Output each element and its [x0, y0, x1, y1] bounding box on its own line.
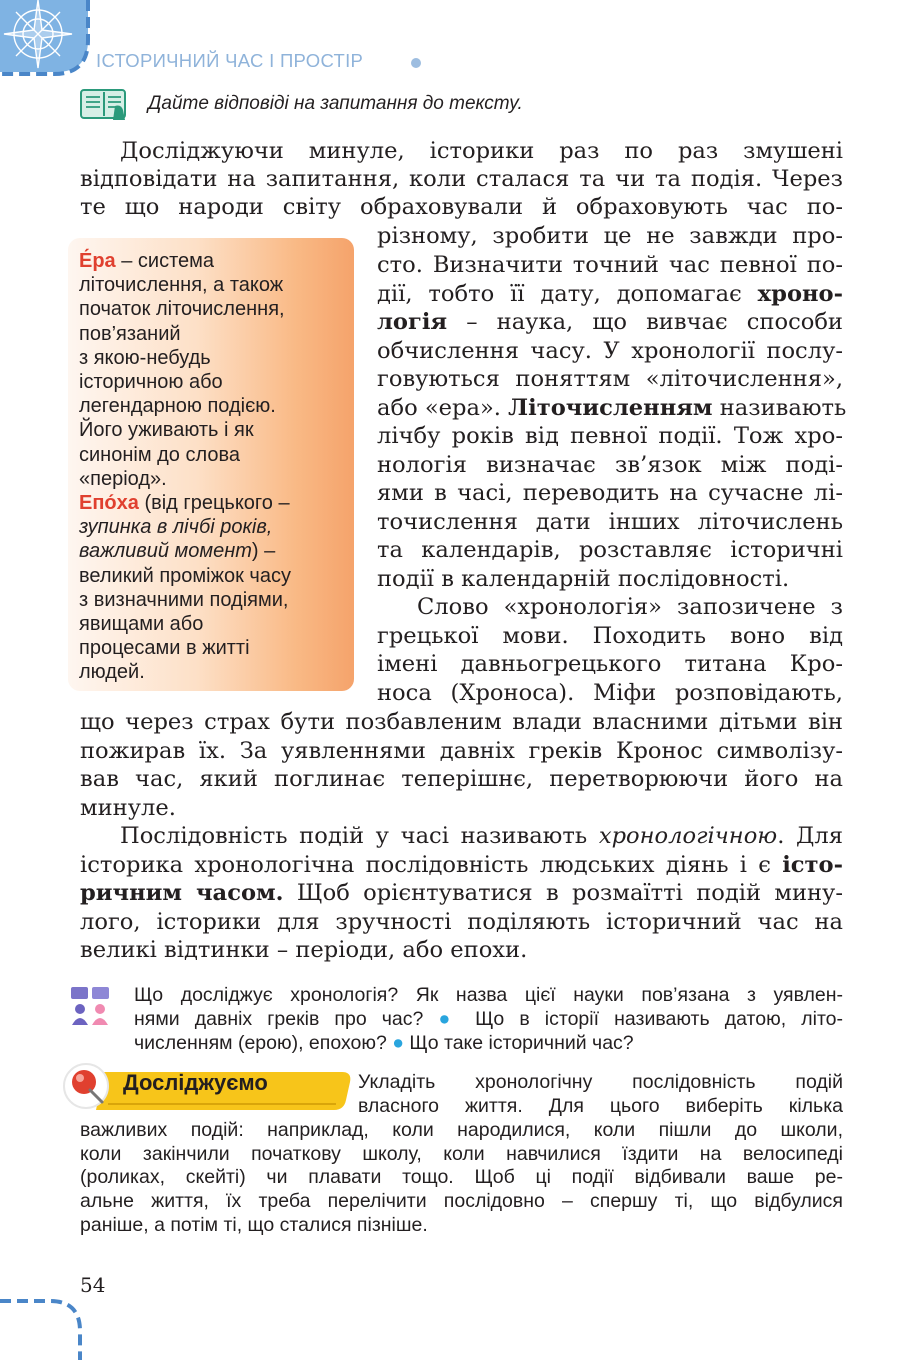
question-line: нями давніх греків про час? ● Що в історії називають датою, літо- — [134, 1008, 843, 1030]
research-line: альне життя, їх треба перелічити послідовно – спершу ті, що відбулися — [80, 1190, 843, 1212]
task-instruction: Дайте відповіді на запитання до тексту. — [148, 93, 523, 114]
research-label: Досліджуємо — [123, 1070, 268, 1095]
body-line: вав час, який поглинає теперішнє, перетворюючи його на — [80, 766, 843, 792]
body-line: точислення дати інших літочислень — [377, 509, 843, 535]
term-epoch: Епо́ха — [79, 492, 139, 515]
corner-decoration — [0, 1285, 100, 1360]
research-line: власного життя. Для цього виберіть кілька — [358, 1095, 843, 1117]
body-line: нологія визначає зв’язок між поді- — [377, 452, 843, 478]
body-line: що через страх бути позбавленим влади власними дітьми він — [80, 709, 843, 735]
body-line: минуле. — [80, 795, 176, 821]
body-line: події в календарній послідовності. — [377, 566, 790, 592]
research-line: раніше, а потім ті, що сталися пізніше. — [80, 1214, 428, 1236]
body-line: великі відтинки – періоди, або епохи. — [80, 937, 528, 963]
question-line: Що досліджує хронологія? Як назва цієї науки пов’язана з уявлен- — [134, 984, 843, 1006]
body-line: лічбу років від певної події. Тож хро- — [377, 423, 843, 449]
body-line: обчислення часу. У хронології послу- — [377, 338, 843, 364]
body-line: сто. Визначити точний час певної по- — [377, 252, 843, 278]
page-number: 54 — [80, 1273, 106, 1297]
research-line: Укладіть хронологічну послідовність подій — [358, 1071, 843, 1093]
compass-icon — [0, 0, 95, 78]
body-line: Послідовність подій у часі називають хронологічною. Для — [120, 823, 844, 849]
section-header: ІСТОРИЧНИЙ ЧАС І ПРОСТІР — [96, 50, 364, 71]
bullet-dot: ● — [392, 1032, 405, 1054]
research-line: коли закінчили початкову школу, коли навчилися їздити на велосипеді — [80, 1143, 843, 1165]
body-line: ричним часом. Щоб орієнтуватися в розмаїтті подій мину- — [80, 880, 843, 906]
body-line: говуються поняттям «літочислення», — [377, 366, 843, 392]
book-icon — [79, 86, 129, 122]
question-line: численням (ерою), епохою? ● Що таке історичний час? — [134, 1032, 634, 1054]
body-line: носа (Хроноса). Міфи розповідають, — [377, 680, 843, 706]
body-line: пожирав їх. За уявленнями давніх греків Кронос символізу- — [80, 738, 843, 764]
body-line: історика хронологічна послідовність людських діянь і є істо- — [80, 852, 843, 878]
body-line: імені давньогрецького титана Кро- — [377, 651, 843, 677]
term-era: Е́ра — [79, 250, 116, 272]
body-line: різному, зробити це не завжди про- — [377, 223, 843, 249]
research-line: (роликах, скейті) чи плавати тощо. Щоб ці події відбивали ваше ре- — [80, 1166, 843, 1188]
body-line: ями в часі, переводить на сучасне лі- — [377, 480, 843, 506]
body-line: або «ера». Літочисленням називають — [377, 395, 847, 421]
questions-icon — [70, 985, 112, 1027]
body-line: те що народи світу обраховували й обраховують час по- — [80, 194, 843, 220]
body-line: логія – наука, що вивчає способи — [377, 309, 843, 335]
body-line: грецької мови. Походить воно від — [377, 623, 843, 649]
research-line: важливих подій: наприклад, коли народилися, коли пішли до школи, — [80, 1119, 843, 1141]
body-line: Слово «хронологія» запозичене з — [417, 594, 843, 620]
bullet-dot: ● — [438, 1008, 460, 1030]
body-line: та календарів, розставляє історичні — [377, 537, 843, 563]
definition-text: Е́ра – система літочислення, а також початок літочислення, пов’язаний з якою-небудь історичною або легендарною подією. Його уживають і як синонім до слова «період». Епо́ха (від грецького – зупинка в лічбі років, важливий момент) – великий проміжок часу з визначними подіями, явищами або процесами в житті людей. — [79, 250, 291, 684]
header-bullet — [411, 58, 421, 68]
body-line: дії, тобто її дату, допомагає хроно- — [377, 281, 843, 307]
body-line: лого, історики для зручності поділяють історичний час на — [80, 909, 843, 935]
body-line: відповідати на запитання, коли сталася та чи та подія. Через — [80, 166, 843, 192]
body-line: Досліджуючи минуле, історики раз по раз змушені — [120, 138, 843, 164]
